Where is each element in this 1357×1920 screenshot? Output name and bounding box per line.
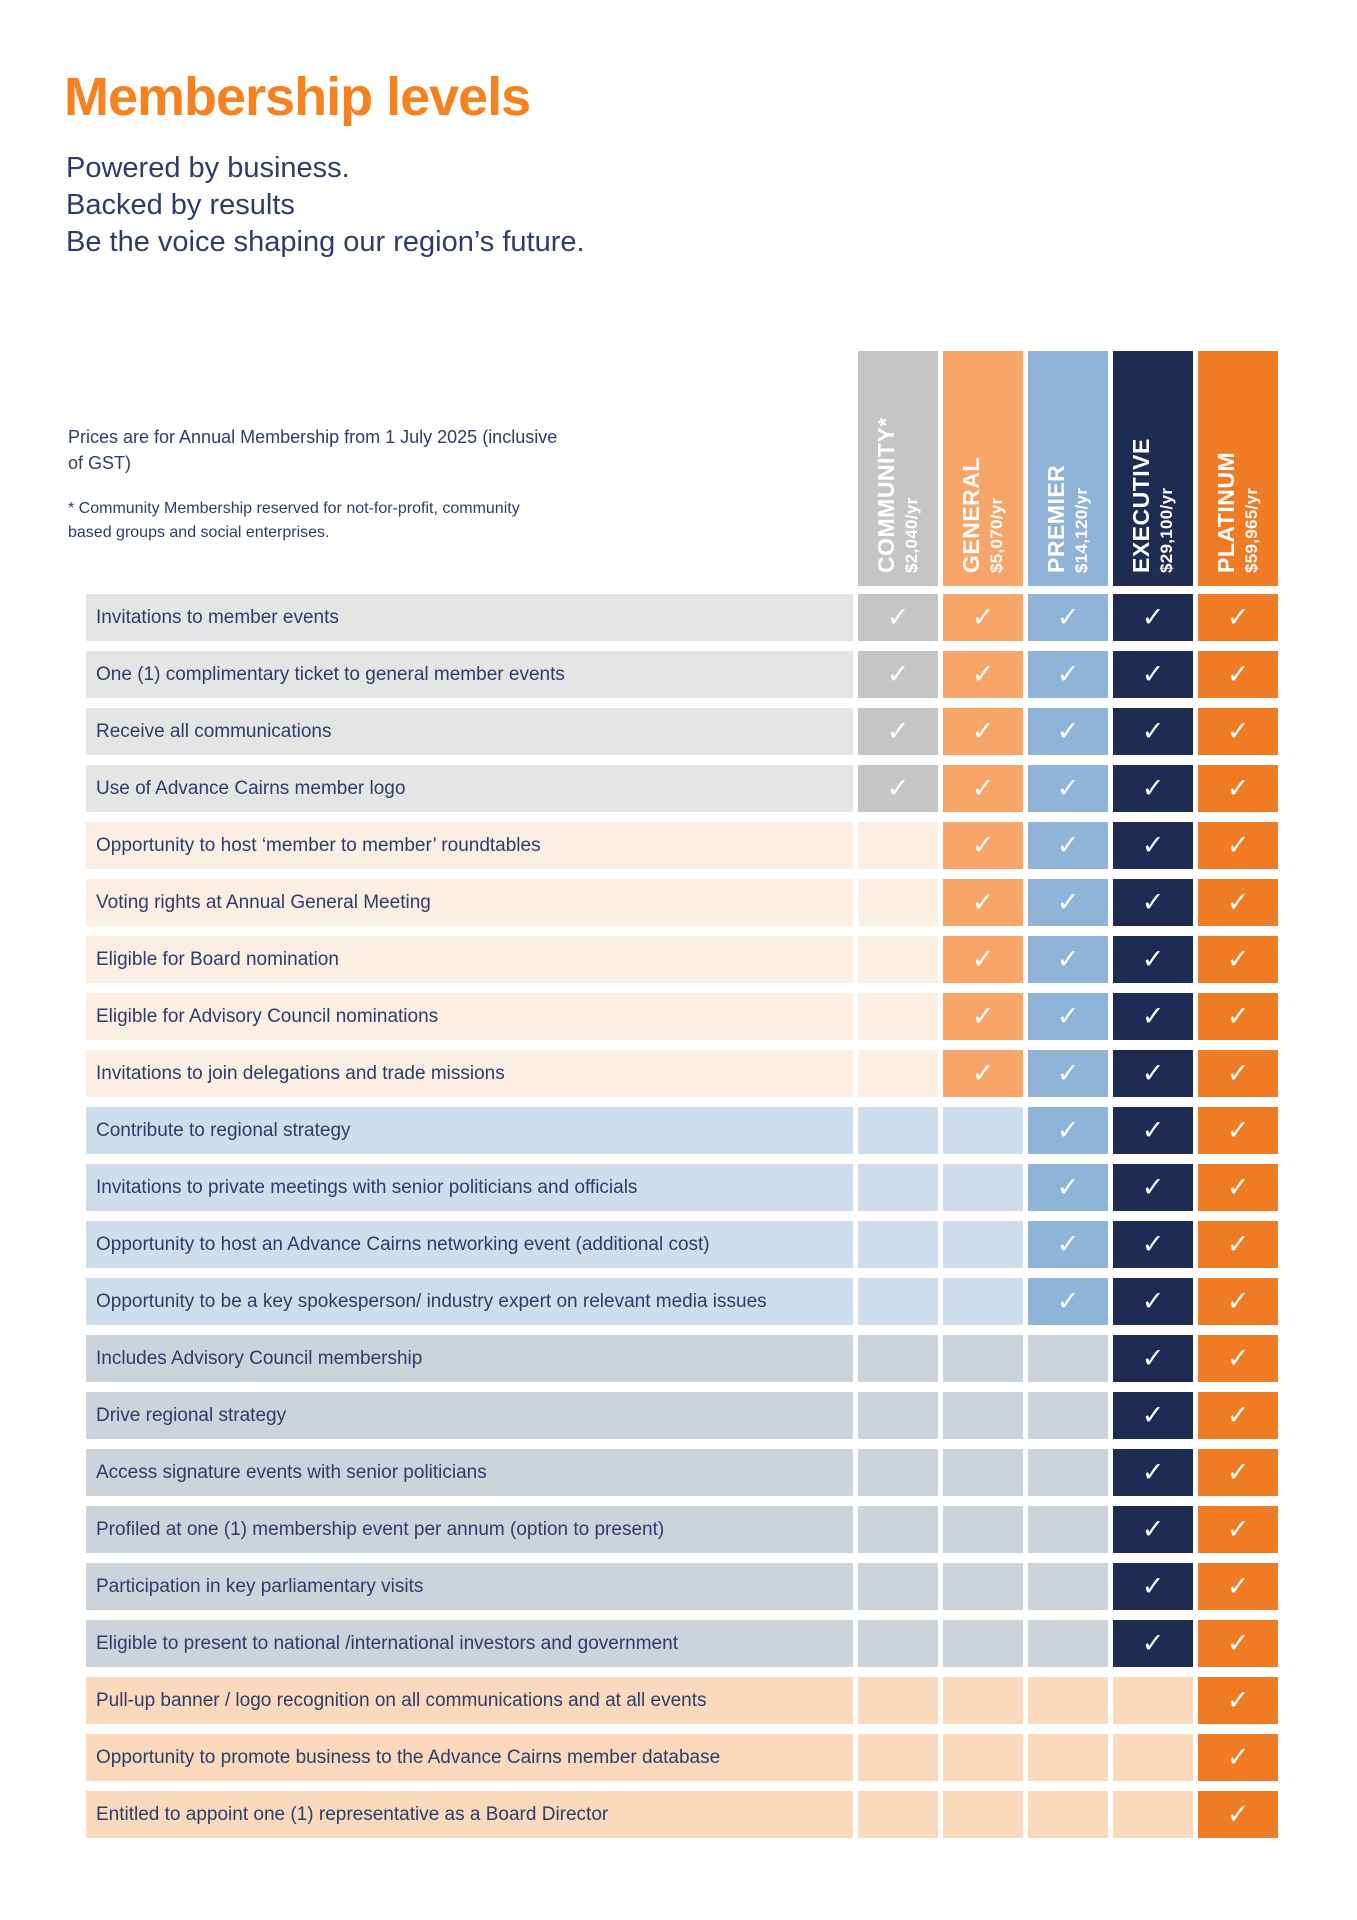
plan-cell-platinum <box>1198 1563 1278 1610</box>
feature-label: Pull-up banner / logo recognition on all communications and at all events <box>86 1677 853 1724</box>
pricing-note-line-2: of GST) <box>68 453 132 473</box>
check-icon: ✓ <box>971 887 995 918</box>
plan-cell-platinum <box>1198 1164 1278 1211</box>
plan-cell-executive <box>1113 765 1193 812</box>
check-icon: ✓ <box>1056 1115 1080 1146</box>
plan-cell-platinum <box>1198 822 1278 869</box>
plan-cell-general <box>943 1335 1023 1382</box>
plan-cell-community <box>858 1506 938 1553</box>
plan-cell-premier <box>1028 1506 1108 1553</box>
check-icon: ✓ <box>1056 830 1080 861</box>
plan-cell-platinum <box>1198 1050 1278 1097</box>
plan-cell-general <box>943 651 1023 698</box>
plan-cell-platinum <box>1198 1335 1278 1382</box>
plan-cell-platinum <box>1198 651 1278 698</box>
feature-label: Voting rights at Annual General Meeting <box>86 879 853 926</box>
plan-cell-general <box>943 1107 1023 1154</box>
check-icon: ✓ <box>1141 716 1165 747</box>
feature-label: Receive all communications <box>86 708 853 755</box>
plan-cell-premier <box>1028 708 1108 755</box>
check-icon: ✓ <box>1141 1628 1165 1659</box>
check-icon: ✓ <box>1226 887 1250 918</box>
check-icon: ✓ <box>971 830 995 861</box>
check-icon: ✓ <box>1226 716 1250 747</box>
check-icon: ✓ <box>1056 773 1080 804</box>
check-icon: ✓ <box>1141 1115 1165 1146</box>
check-icon: ✓ <box>1141 1343 1165 1374</box>
plan-cell-general <box>943 765 1023 812</box>
plan-cell-community <box>858 594 938 641</box>
plan-cell-executive <box>1113 936 1193 983</box>
check-icon: ✓ <box>1056 659 1080 690</box>
plan-cell-premier <box>1028 1734 1108 1781</box>
plan-cell-general <box>943 822 1023 869</box>
subtitle-line-1: Powered by business. <box>66 152 350 184</box>
plan-cell-executive <box>1113 1563 1193 1610</box>
plan-cell-premier <box>1028 1221 1108 1268</box>
plan-cell-general <box>943 1677 1023 1724</box>
plan-cell-platinum <box>1198 993 1278 1040</box>
plan-cell-general <box>943 1221 1023 1268</box>
feature-label: Opportunity to host an Advance Cairns networking event (additional cost) <box>86 1221 853 1268</box>
check-icon: ✓ <box>1056 1229 1080 1260</box>
feature-label: Profiled at one (1) membership event per annum (option to present) <box>86 1506 853 1553</box>
feature-label: Drive regional strategy <box>86 1392 853 1439</box>
plan-cell-premier <box>1028 765 1108 812</box>
plan-cell-general <box>943 1620 1023 1667</box>
plan-header-executive <box>1113 351 1193 586</box>
plan-name: COMMUNITY* <box>872 417 899 573</box>
plan-cell-executive <box>1113 879 1193 926</box>
plan-cell-executive <box>1113 1335 1193 1382</box>
plan-cell-executive <box>1113 651 1193 698</box>
check-icon: ✓ <box>1226 1742 1250 1773</box>
plan-cell-executive <box>1113 708 1193 755</box>
plan-cell-premier <box>1028 1449 1108 1496</box>
plan-cell-premier <box>1028 1392 1108 1439</box>
plan-cell-premier <box>1028 993 1108 1040</box>
plan-cell-community <box>858 1164 938 1211</box>
check-icon: ✓ <box>1226 1799 1250 1830</box>
check-icon: ✓ <box>1141 944 1165 975</box>
plan-cell-community <box>858 1335 938 1382</box>
plan-cell-executive <box>1113 1677 1193 1724</box>
check-icon: ✓ <box>1056 944 1080 975</box>
plan-cell-executive <box>1113 1278 1193 1325</box>
check-icon: ✓ <box>1226 1115 1250 1146</box>
plan-header-general <box>943 351 1023 586</box>
check-icon: ✓ <box>1141 1286 1165 1317</box>
plan-cell-general <box>943 594 1023 641</box>
plan-cell-premier <box>1028 1677 1108 1724</box>
check-icon: ✓ <box>1141 1058 1165 1089</box>
plan-cell-platinum <box>1198 708 1278 755</box>
plan-cell-general <box>943 1278 1023 1325</box>
check-icon: ✓ <box>1056 716 1080 747</box>
feature-label: Opportunity to promote business to the Advance Cairns member database <box>86 1734 853 1781</box>
plan-cell-premier <box>1028 594 1108 641</box>
feature-label: Eligible for Advisory Council nominations <box>86 993 853 1040</box>
feature-label: Access signature events with senior politicians <box>86 1449 853 1496</box>
plan-cell-general <box>943 708 1023 755</box>
check-icon: ✓ <box>1056 1001 1080 1032</box>
check-icon: ✓ <box>1056 887 1080 918</box>
plan-cell-general <box>943 1050 1023 1097</box>
community-footnote-line-1: * Community Membership reserved for not-for-profit, community <box>68 500 520 517</box>
plan-cell-community <box>858 1278 938 1325</box>
check-icon: ✓ <box>1141 1400 1165 1431</box>
check-icon: ✓ <box>1226 602 1250 633</box>
check-icon: ✓ <box>971 659 995 690</box>
plan-cell-platinum <box>1198 1791 1278 1838</box>
feature-label: Eligible to present to national /international investors and government <box>86 1620 853 1667</box>
feature-label: Opportunity to be a key spokesperson/ industry expert on relevant media issues <box>86 1278 853 1325</box>
check-icon: ✓ <box>1056 602 1080 633</box>
feature-label: Invitations to member events <box>86 594 853 641</box>
plan-cell-platinum <box>1198 1107 1278 1154</box>
check-icon: ✓ <box>1226 1229 1250 1260</box>
plan-price: $5,070/yr <box>987 497 1007 573</box>
plan-cell-general <box>943 1791 1023 1838</box>
plan-cell-platinum <box>1198 936 1278 983</box>
plan-cell-premier <box>1028 879 1108 926</box>
plan-cell-general <box>943 1164 1023 1211</box>
check-icon: ✓ <box>886 659 910 690</box>
plan-cell-executive <box>1113 1734 1193 1781</box>
plan-cell-executive <box>1113 993 1193 1040</box>
feature-label: Invitations to private meetings with senior politicians and officials <box>86 1164 853 1211</box>
plan-cell-premier <box>1028 1278 1108 1325</box>
plan-cell-general <box>943 1392 1023 1439</box>
check-icon: ✓ <box>1141 887 1165 918</box>
plan-header-text <box>1028 351 1108 586</box>
check-icon: ✓ <box>1141 659 1165 690</box>
check-icon: ✓ <box>1226 1457 1250 1488</box>
plan-cell-executive <box>1113 1506 1193 1553</box>
plan-cell-community <box>858 708 938 755</box>
feature-label: One (1) complimentary ticket to general member events <box>86 651 853 698</box>
plan-cell-premier <box>1028 651 1108 698</box>
plan-cell-platinum <box>1198 1392 1278 1439</box>
plan-cell-executive <box>1113 1392 1193 1439</box>
plan-header-community <box>858 351 938 586</box>
plan-cell-executive <box>1113 1164 1193 1211</box>
check-icon: ✓ <box>971 1058 995 1089</box>
plan-cell-premier <box>1028 1335 1108 1382</box>
plan-header-premier <box>1028 351 1108 586</box>
check-icon: ✓ <box>1226 944 1250 975</box>
check-icon: ✓ <box>1226 1172 1250 1203</box>
check-icon: ✓ <box>1141 1001 1165 1032</box>
community-footnote <box>68 497 520 545</box>
plan-cell-community <box>858 1392 938 1439</box>
plan-cell-premier <box>1028 936 1108 983</box>
check-icon: ✓ <box>1226 1001 1250 1032</box>
plan-cell-community <box>858 1449 938 1496</box>
check-icon: ✓ <box>1141 1229 1165 1260</box>
check-icon: ✓ <box>1226 1400 1250 1431</box>
community-footnote-line-2: based groups and social enterprises. <box>68 524 330 541</box>
plan-cell-platinum <box>1198 1734 1278 1781</box>
plan-name: GENERAL <box>957 457 984 573</box>
plan-cell-community <box>858 651 938 698</box>
plan-cell-executive <box>1113 1791 1193 1838</box>
plan-cell-platinum <box>1198 1620 1278 1667</box>
plan-cell-premier <box>1028 1107 1108 1154</box>
plan-cell-community <box>858 1050 938 1097</box>
plan-cell-executive <box>1113 1620 1193 1667</box>
check-icon: ✓ <box>1056 1172 1080 1203</box>
plan-header-text <box>943 351 1023 586</box>
plan-header-text <box>1198 351 1278 586</box>
check-icon: ✓ <box>886 716 910 747</box>
check-icon: ✓ <box>1226 1058 1250 1089</box>
plan-price: $2,040/yr <box>902 497 922 573</box>
check-icon: ✓ <box>1226 1514 1250 1545</box>
check-icon: ✓ <box>1141 1172 1165 1203</box>
plan-header-platinum <box>1198 351 1278 586</box>
plan-cell-general <box>943 1506 1023 1553</box>
check-icon: ✓ <box>1141 602 1165 633</box>
plan-cell-executive <box>1113 1107 1193 1154</box>
plan-cell-executive <box>1113 822 1193 869</box>
plan-cell-community <box>858 1107 938 1154</box>
check-icon: ✓ <box>1056 1058 1080 1089</box>
pricing-note <box>68 424 557 476</box>
check-icon: ✓ <box>971 602 995 633</box>
plan-cell-premier <box>1028 1164 1108 1211</box>
check-icon: ✓ <box>1056 1286 1080 1317</box>
check-icon: ✓ <box>971 944 995 975</box>
plan-price: $29,100/yr <box>1157 487 1177 573</box>
check-icon: ✓ <box>971 716 995 747</box>
plan-price: $59,965/yr <box>1242 487 1262 573</box>
plan-cell-general <box>943 936 1023 983</box>
plan-cell-platinum <box>1198 1278 1278 1325</box>
plan-cell-community <box>858 1620 938 1667</box>
check-icon: ✓ <box>1141 1457 1165 1488</box>
plan-cell-premier <box>1028 1050 1108 1097</box>
plan-cell-executive <box>1113 1221 1193 1268</box>
plan-cell-platinum <box>1198 594 1278 641</box>
page-title: Membership levels <box>64 67 531 127</box>
plan-cell-platinum <box>1198 879 1278 926</box>
check-icon: ✓ <box>971 1001 995 1032</box>
plan-cell-executive <box>1113 1050 1193 1097</box>
plan-name: PLATINUM <box>1212 451 1239 573</box>
check-icon: ✓ <box>1226 659 1250 690</box>
plan-cell-community <box>858 765 938 812</box>
plan-cell-general <box>943 879 1023 926</box>
feature-label: Opportunity to host ‘member to member’ roundtables <box>86 822 853 869</box>
check-icon: ✓ <box>1141 1571 1165 1602</box>
plan-cell-premier <box>1028 822 1108 869</box>
plan-price: $14,120/yr <box>1072 487 1092 573</box>
plan-cell-premier <box>1028 1791 1108 1838</box>
plan-cell-general <box>943 1449 1023 1496</box>
plan-cell-community <box>858 1734 938 1781</box>
plan-cell-community <box>858 1677 938 1724</box>
plan-cell-premier <box>1028 1620 1108 1667</box>
plan-cell-platinum <box>1198 1221 1278 1268</box>
plan-cell-executive <box>1113 1449 1193 1496</box>
plan-cell-community <box>858 879 938 926</box>
check-icon: ✓ <box>1226 1628 1250 1659</box>
check-icon: ✓ <box>886 773 910 804</box>
plan-header-text <box>1113 351 1193 586</box>
plan-header-text <box>858 351 938 586</box>
check-icon: ✓ <box>1226 773 1250 804</box>
check-icon: ✓ <box>1226 1571 1250 1602</box>
plan-cell-platinum <box>1198 765 1278 812</box>
check-icon: ✓ <box>1141 1514 1165 1545</box>
plan-cell-community <box>858 993 938 1040</box>
plan-cell-general <box>943 993 1023 1040</box>
plan-name: EXECUTIVE <box>1127 438 1154 573</box>
feature-label: Invitations to join delegations and trade missions <box>86 1050 853 1097</box>
feature-label: Eligible for Board nomination <box>86 936 853 983</box>
check-icon: ✓ <box>1226 830 1250 861</box>
plan-cell-community <box>858 1221 938 1268</box>
subtitle-line-2: Backed by results <box>66 189 295 221</box>
plan-cell-general <box>943 1734 1023 1781</box>
feature-label: Use of Advance Cairns member logo <box>86 765 853 812</box>
plan-cell-platinum <box>1198 1506 1278 1553</box>
plan-cell-platinum <box>1198 1677 1278 1724</box>
plan-cell-community <box>858 936 938 983</box>
feature-label: Entitled to appoint one (1) representative as a Board Director <box>86 1791 853 1838</box>
feature-label: Participation in key parliamentary visits <box>86 1563 853 1610</box>
feature-label: Contribute to regional strategy <box>86 1107 853 1154</box>
check-icon: ✓ <box>1141 773 1165 804</box>
check-icon: ✓ <box>886 602 910 633</box>
plan-cell-general <box>943 1563 1023 1610</box>
plan-cell-platinum <box>1198 1449 1278 1496</box>
check-icon: ✓ <box>1226 1286 1250 1317</box>
plan-cell-community <box>858 822 938 869</box>
plan-name: PREMIER <box>1042 464 1069 573</box>
check-icon: ✓ <box>971 773 995 804</box>
plan-cell-executive <box>1113 594 1193 641</box>
check-icon: ✓ <box>1226 1343 1250 1374</box>
plan-cell-community <box>858 1563 938 1610</box>
plan-cell-premier <box>1028 1563 1108 1610</box>
feature-label: Includes Advisory Council membership <box>86 1335 853 1382</box>
plan-cell-community <box>858 1791 938 1838</box>
check-icon: ✓ <box>1226 1685 1250 1716</box>
pricing-note-line-1: Prices are for Annual Membership from 1 July 2025 (inclusive <box>68 427 558 447</box>
subtitle-line-3: Be the voice shaping our region’s future. <box>66 226 585 258</box>
page-subtitle <box>66 150 585 261</box>
check-icon: ✓ <box>1141 830 1165 861</box>
